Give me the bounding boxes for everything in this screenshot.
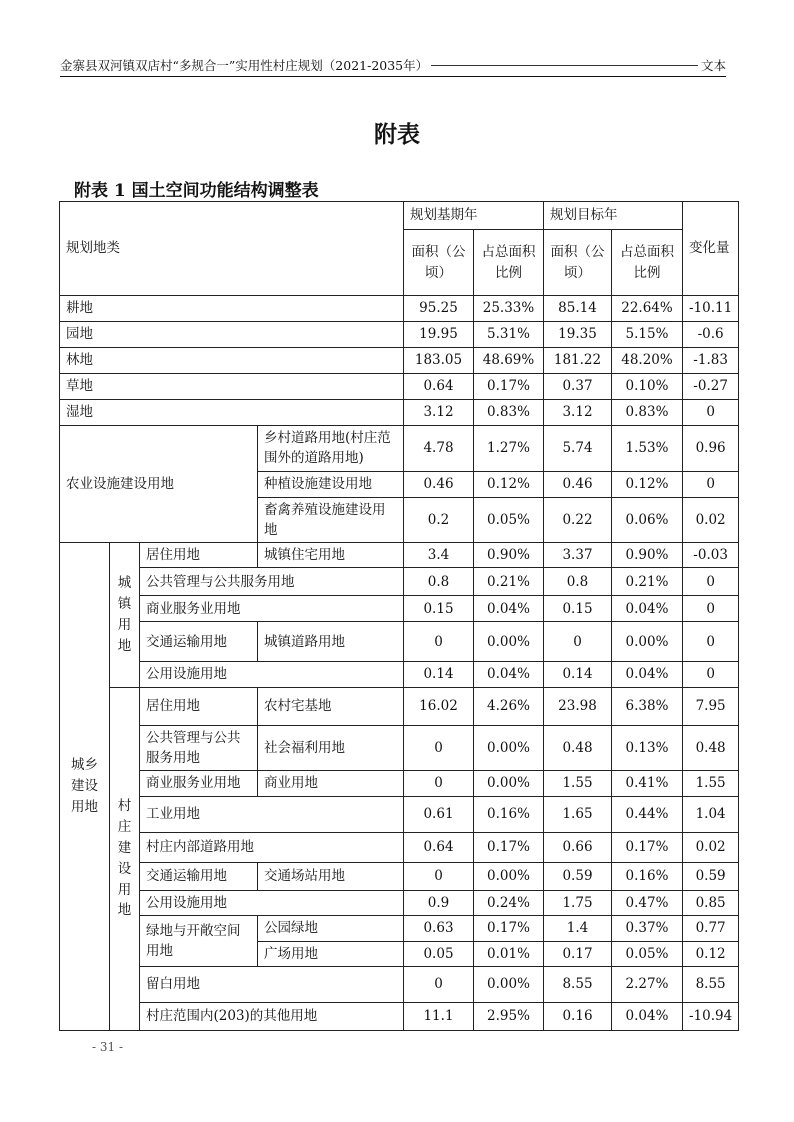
target-area-cell: 0.17 [544,941,612,966]
base-ratio-cell: 0.01% [474,941,544,966]
change-cell: 0.85 [683,891,739,916]
row-sub: 城镇道路用地 [258,622,404,662]
page-number: - 31 - [92,1040,124,1054]
base-ratio-cell: 0.24% [474,891,544,916]
change-cell: -10.11 [683,296,739,322]
base-area-cell: 0.61 [404,797,474,833]
target-ratio-cell: 48.20% [612,348,683,374]
change-cell: -1.83 [683,348,739,374]
row-label: 留白用地 [140,966,404,1002]
base-area-cell: 0 [404,863,474,891]
running-header [60,56,726,74]
base-area-cell: 0.14 [404,662,474,687]
target-ratio-cell: 0.44% [612,797,683,833]
target-area-cell: 0.8 [544,568,612,596]
target-area-cell: 181.22 [544,348,612,374]
base-ratio-cell: 0.12% [474,471,544,497]
row-label: 交通运输用地 [140,863,258,891]
base-area-cell: 11.1 [404,1002,474,1030]
change-cell: 0 [683,400,739,426]
target-ratio-cell: 5.15% [612,322,683,348]
base-area-cell: 0.46 [404,471,474,497]
target-area-cell: 0.46 [544,471,612,497]
change-cell: 0.59 [683,863,739,891]
target-ratio-cell: 1.53% [612,426,683,472]
target-ratio-cell: 0.37% [612,916,683,941]
change-cell: 0 [683,622,739,662]
base-area-cell: 3.12 [404,400,474,426]
row-label: 商业服务业用地 [140,596,404,622]
target-area-cell: 0.37 [544,374,612,400]
row-label: 草地 [60,374,404,400]
header-dash-leader [431,65,698,66]
target-area-cell: 19.35 [544,322,612,348]
target-ratio-cell: 0.06% [612,497,683,543]
target-ratio-cell: 0.17% [612,833,683,863]
target-ratio-cell: 0.04% [612,596,683,622]
target-ratio-cell: 0.10% [612,374,683,400]
base-ratio-cell: 0.90% [474,543,544,568]
group-village-label: 村庄建设用地 [117,797,132,919]
base-area-cell: 0 [404,966,474,1002]
target-area-cell: 0.48 [544,725,612,771]
target-ratio-cell: 0.12% [612,471,683,497]
target-area-cell: 0.14 [544,662,612,687]
base-area-cell: 0.8 [404,568,474,596]
row-sub: 农村宅基地 [258,687,404,725]
change-cell: 0.02 [683,497,739,543]
base-ratio-cell: 0.17% [474,374,544,400]
base-ratio-cell: 48.69% [474,348,544,374]
row-label: 公用设施用地 [140,891,404,916]
base-ratio-cell: 0.17% [474,833,544,863]
target-area-cell: 0.59 [544,863,612,891]
base-ratio-cell: 25.33% [474,296,544,322]
header-target-area: 面积（公顷） [544,230,612,296]
base-ratio-cell: 0.17% [474,916,544,941]
target-area-cell: 8.55 [544,966,612,1002]
base-ratio-cell: 0.00% [474,725,544,771]
base-area-cell: 0.05 [404,941,474,966]
land-use-structure-table [59,201,739,1031]
row-label: 工业用地 [140,797,404,833]
change-cell: -0.6 [683,322,739,348]
target-area-cell: 0.22 [544,497,612,543]
change-cell: 1.55 [683,771,739,797]
row-sub: 广场用地 [258,941,404,966]
base-ratio-cell: 0.21% [474,568,544,596]
target-ratio-cell: 0.04% [612,662,683,687]
target-area-cell: 1.55 [544,771,612,797]
base-ratio-cell: 0.05% [474,497,544,543]
base-ratio-cell: 0.00% [474,863,544,891]
target-area-cell: 0.16 [544,1002,612,1030]
change-cell: 0 [683,568,739,596]
target-ratio-cell: 0.83% [612,400,683,426]
base-ratio-cell: 0.16% [474,797,544,833]
change-cell: 0 [683,471,739,497]
header-category: 规划地类 [60,202,404,296]
header-rule [60,76,726,77]
row-sub: 乡村道路用地(村庄范围外的道路用地) [258,426,404,472]
group-urban-rural [60,543,110,1031]
base-area-cell: 0.15 [404,596,474,622]
target-area-cell: 5.74 [544,426,612,472]
base-ratio-cell: 0.00% [474,966,544,1002]
group-town [110,543,140,688]
base-ratio-cell: 0.04% [474,662,544,687]
base-ratio-cell: 0.00% [474,622,544,662]
row-sub: 种植设施建设用地 [258,471,404,497]
row-label: 居住用地 [140,687,258,725]
row-label: 公共管理与公共服务用地 [140,568,404,596]
base-area-cell: 0.64 [404,833,474,863]
change-cell: 8.55 [683,966,739,1002]
header-doc-tail: 文本 [700,58,726,73]
group-village [110,687,140,1030]
base-ratio-cell: 4.26% [474,687,544,725]
change-cell: 1.04 [683,797,739,833]
row-label: 村庄内部道路用地 [140,833,404,863]
header-target-ratio: 占总面积比例 [612,230,683,296]
target-area-cell: 1.4 [544,916,612,941]
base-area-cell: 183.05 [404,348,474,374]
target-ratio-cell: 0.47% [612,891,683,916]
change-cell: 0.02 [683,833,739,863]
change-cell: -0.03 [683,543,739,568]
row-label: 居住用地 [140,543,258,568]
base-area-cell: 19.95 [404,322,474,348]
row-sub: 社会福利用地 [258,725,404,771]
change-cell: 0.96 [683,426,739,472]
base-ratio-cell: 0.00% [474,771,544,797]
row-label: 公共管理与公共服务用地 [140,725,258,771]
base-area-cell: 0.2 [404,497,474,543]
target-ratio-cell: 0.13% [612,725,683,771]
row-label: 湿地 [60,400,404,426]
row-sub: 城镇住宅用地 [258,543,404,568]
row-sub: 交通场站用地 [258,863,404,891]
target-area-cell: 23.98 [544,687,612,725]
target-area-cell: 0.15 [544,596,612,622]
target-ratio-cell: 0.21% [612,568,683,596]
target-ratio-cell: 0.04% [612,1002,683,1030]
row-label: 公用设施用地 [140,662,404,687]
target-ratio-cell: 0.90% [612,543,683,568]
row-label: 耕地 [60,296,404,322]
row-label: 绿地与开敞空间用地 [140,916,258,967]
change-cell: 0 [683,596,739,622]
target-area-cell: 1.65 [544,797,612,833]
target-area-cell: 0.66 [544,833,612,863]
header-base-ratio: 占总面积比例 [474,230,544,296]
base-ratio-cell: 0.83% [474,400,544,426]
base-area-cell: 95.25 [404,296,474,322]
change-cell: 0.12 [683,941,739,966]
change-cell: 7.95 [683,687,739,725]
base-area-cell: 0.64 [404,374,474,400]
target-ratio-cell: 22.64% [612,296,683,322]
group-town-label: 城镇用地 [117,574,132,654]
target-ratio-cell: 0.16% [612,863,683,891]
base-area-cell: 4.78 [404,426,474,472]
row-label: 商业服务业用地 [140,771,258,797]
header-doc-title: 金寨县双河镇双店村“多规合一”实用性村庄规划（2021-2035年） [60,58,429,73]
base-area-cell: 0.9 [404,891,474,916]
header-base-area: 面积（公顷） [404,230,474,296]
row-sub: 公园绿地 [258,916,404,941]
target-ratio-cell: 6.38% [612,687,683,725]
base-area-cell: 16.02 [404,687,474,725]
target-ratio-cell: 0.00% [612,622,683,662]
group-urban-rural-label: 城乡建设用地 [71,756,98,815]
row-label: 村庄范围内(203)的其他用地 [140,1002,404,1030]
base-area-cell: 0 [404,771,474,797]
target-area-cell: 3.37 [544,543,612,568]
header-base-year: 规划基期年 [404,202,544,230]
change-cell: -0.27 [683,374,739,400]
group-agri-facility: 农业设施建设用地 [60,426,258,543]
row-sub: 畜禽养殖设施建设用地 [258,497,404,543]
target-area-cell: 85.14 [544,296,612,322]
base-ratio-cell: 1.27% [474,426,544,472]
table-title: 附表 1 国土空间功能结构调整表 [74,181,319,201]
base-ratio-cell: 5.31% [474,322,544,348]
target-ratio-cell: 2.27% [612,966,683,1002]
row-label: 林地 [60,348,404,374]
base-area-cell: 0.63 [404,916,474,941]
target-ratio-cell: 0.05% [612,941,683,966]
change-cell: 0.77 [683,916,739,941]
page-title: 附表 [374,121,420,148]
row-label: 交通运输用地 [140,622,258,662]
change-cell: 0.48 [683,725,739,771]
target-area-cell: 3.12 [544,400,612,426]
base-area-cell: 0 [404,725,474,771]
target-area-cell: 0 [544,622,612,662]
target-ratio-cell: 0.41% [612,771,683,797]
row-sub: 商业用地 [258,771,404,797]
header-target-year: 规划目标年 [544,202,683,230]
base-area-cell: 3.4 [404,543,474,568]
row-label: 园地 [60,322,404,348]
base-ratio-cell: 2.95% [474,1002,544,1030]
change-cell: 0 [683,662,739,687]
base-ratio-cell: 0.04% [474,596,544,622]
target-area-cell: 1.75 [544,891,612,916]
header-change: 变化量 [683,202,739,296]
base-area-cell: 0 [404,622,474,662]
change-cell: -10.94 [683,1002,739,1030]
